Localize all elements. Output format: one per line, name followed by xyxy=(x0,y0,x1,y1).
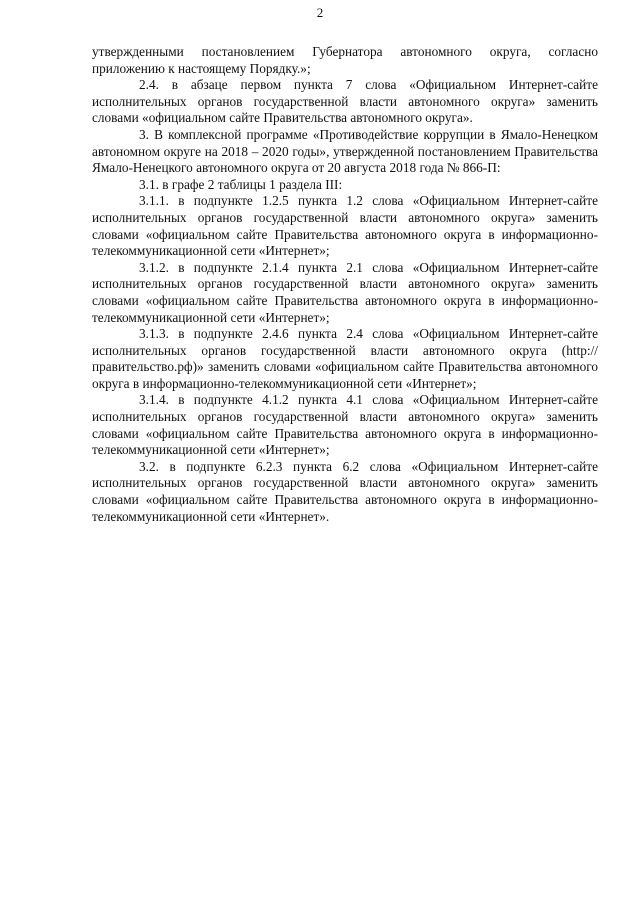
paragraph-3-1-4: 3.1.4. в подпункте 4.1.2 пункта 4.1 слова «Официальном Интернет-сайте исполнительных органов государственной власти автономного округа» заменить словами «официальном сайте Правительства автономного округа в информационно-телекоммуникационной сети «Интернет»; xyxy=(92,392,598,458)
document-body xyxy=(92,44,598,525)
page-number: 2 xyxy=(316,5,324,20)
paragraph-3-2: 3.2. в подпункте 6.2.3 пункта 6.2 слова «Официальном Интернет-сайте исполнительных органов государственной власти автономного округа» заменить словами «официальном сайте Правительства автономного округа в информационно-телекоммуникационной сети «Интернет». xyxy=(92,458,598,524)
paragraph-3: 3. В комплексной программе «Противодействие коррупции в Ямало-Ненецком автономном округе на 2018 – 2020 годы», утвержденной постановлением Правительства Ямало-Ненецкого автономного округа от 20 августа 2018 года № 866-П: xyxy=(92,126,598,176)
paragraph-3-1-1: 3.1.1. в подпункте 1.2.5 пункта 1.2 слова «Официальном Интернет-сайте исполнительных органов государственной власти автономного округа» заменить словами «официальном сайте Правительства автономного округа в информационно-телекоммуникационной сети «Интернет»; xyxy=(92,193,598,259)
paragraph-3-1-2: 3.1.2. в подпункте 2.1.4 пункта 2.1 слова «Официальном Интернет-сайте исполнительных органов государственной власти автономного округа» заменить словами «официальном сайте Правительства автономного округа в информационно-телекоммуникационной сети «Интернет»; xyxy=(92,259,598,325)
paragraph-continuation: утвержденными постановлением Губернатора автономного округа, согласно приложению к настоящему Порядку.»; xyxy=(92,44,598,76)
paragraph-2-4: 2.4. в абзаце первом пункта 7 слова «Официальном Интернет-сайте исполнительных органов государственной власти автономного округа» заменить словами «официальном сайте Правительства автономного округа». xyxy=(92,77,598,126)
paragraph-3-1: 3.1. в графе 2 таблицы 1 раздела III: xyxy=(139,176,343,192)
paragraph-3-1-3: 3.1.3. в подпункте 2.4.6 пункта 2.4 слова «Официальном Интернет-сайте исполнительных органов государственной власти автономного округа (http://правительство.рф)» заменить словами «официальном сайте Правительства автономного округа в информационно-телекоммуникационной сети «Интернет»; xyxy=(92,326,598,391)
